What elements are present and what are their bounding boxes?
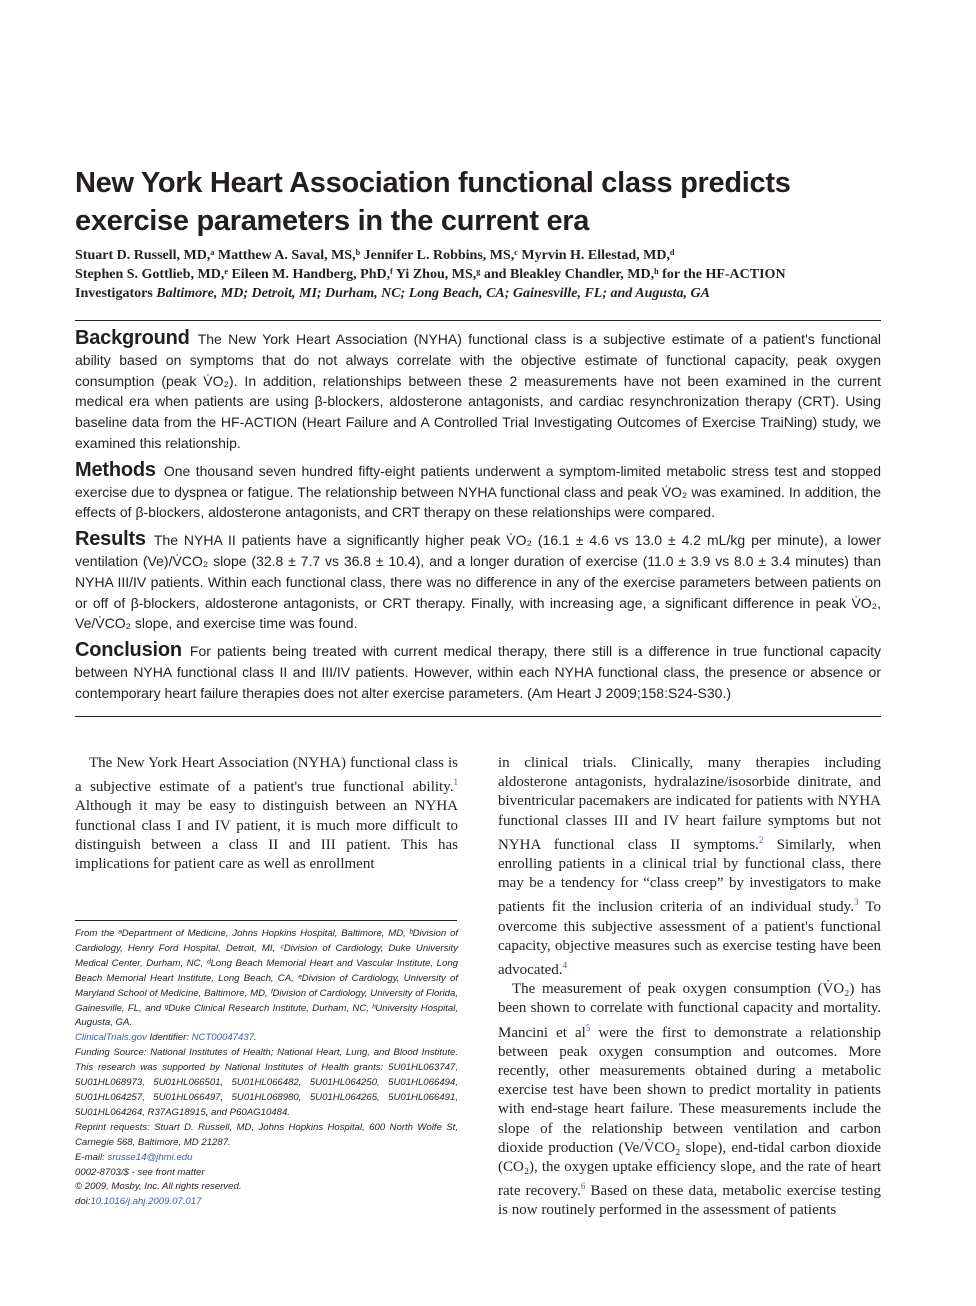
right-text-2b: were the first to demonstrate a relationship between peak oxygen consumption and outcomes. More recently, other measurements obtained during a metabolic exercise test have been shown to predict mortality in patients with end-stage heart failure. These measurements include the slope of the relationship between ventilation and carbon dioxide production (Ve/V̇CO₂ slope), end-tidal carbon dioxide (CO₂), the oxygen uptake efficiency slope, and the rate of heart rate recovery. [498, 1024, 881, 1200]
author-list [75, 246, 885, 303]
trial-end: . [254, 1032, 257, 1044]
trial-label: Identifier: [146, 1032, 192, 1044]
right-text-2c: Based on these data, metabolic exercise testing is now routinely performed in the assessment of patients [498, 1183, 882, 1219]
results-text: The NYHA II patients have a significantly higher peak V̇O₂ (16.1 ± 4.6 vs 13.0 ± 4.2 mL/kg per minute), a lower ventilation (Ve)/V̇CO₂ slope (32.8 ± 7.7 vs 36.8 ± 10.4), and a longer duration of exercise (11.0 ± 3.9 vs 8.0 ± 3.4 minutes) than NYHA III/IV patients. Within each functional class, there was no difference in any of the exercise parameters between patients on or off of β-blockers, aldosterone antagonists, or CRT therapy. Finally, with increasing age, a significant difference in peak V̇O₂, Ve/V̇CO₂ slope, and exercise time was found. [75, 532, 881, 632]
citation-4[interactable]: 4 [562, 960, 568, 971]
funding: Funding Source: National Institutes of Health; National Heart, Lung, and Blood Institute. This research was supported by National Institutes of Health grants: 5U01HL063747, 5U01HL068973, 5U01HL066501, 5U01HL066482, 5U01HL064250, 5U01HL066494, 5U01HL064257, 5U01HL066497, 5U01HL068980, 5U01HL064265, 5U01HL066491, 5U01HL064264, R37AG18915, and P60AG10484. [75, 1047, 458, 1118]
doi-link[interactable]: 10.1016/j.ahj.2009.07.017 [90, 1196, 202, 1208]
abstract-results [75, 529, 881, 634]
citation-5[interactable]: 5 [585, 1022, 591, 1033]
issn: 0002-8703/$ - see front matter [75, 1166, 205, 1178]
conclusion-text: For patients being treated with current medical therapy, there still is a difference in true functional capacity between NYHA functional class II and III/IV patients. However, within each NYHA functional class, the presence or absence or contemporary heart failure therapies does not alter exercise parameters. (Am Heart J 2009;158:S24-S30.) [75, 643, 881, 701]
author-line-3 [75, 284, 885, 303]
email-line [75, 1151, 458, 1166]
abstract-bottom-rule [75, 716, 881, 717]
body-right-column [498, 754, 881, 1221]
methods-heading: Methods [75, 458, 156, 481]
abstract-background [75, 328, 881, 454]
citation-2[interactable]: 2 [758, 834, 764, 845]
doi-line [75, 1195, 458, 1210]
right-paragraph-1 [498, 754, 881, 980]
abstract [75, 328, 881, 710]
right-text-1b: Similarly, when enrolling patients in a clinical trial by functional class, there may be a tendency for “class creep” by investigators to make patients fit the inclusion criteria of an individual study. [498, 836, 881, 916]
footnote-rule [75, 920, 457, 921]
email-label: E-mail: [75, 1151, 108, 1163]
doi-label: doi: [75, 1196, 91, 1208]
abstract-conclusion [75, 640, 881, 703]
background-heading: Background [75, 327, 190, 349]
reprint-requests: Reprint requests: Stuart D. Russell, MD, Johns Hopkins Hospital, 600 North Wolfe St, Carnegie 568, Baltimore, MD 21287. [75, 1121, 458, 1148]
author-line-1: Stuart D. Russell, MD,ᵃ Matthew A. Saval, MS,ᵇ Jennifer L. Robbins, MS,ᶜ Myrvin H. Ellestad, MD,ᵈ [75, 248, 675, 263]
abstract-top-rule [75, 320, 881, 321]
clinicaltrials-link[interactable]: ClinicalTrials.gov [75, 1032, 147, 1044]
trial-registration [75, 1031, 458, 1046]
right-paragraph-2 [498, 980, 881, 1220]
right-text-1c: To overcome this subjective assessment of a patient's functional capacity, objective measures such as exercise testing have been advocated. [498, 899, 881, 979]
author-locations: Baltimore, MD; Detroit, MI; Durham, NC; Long Beach, CA; Gainesville, FL; and Augusta, GA [156, 286, 710, 301]
affiliations: From the ᵃDepartment of Medicine, Johns Hopkins Hospital, Baltimore, MD, ᵇDivision of Cardiology, Henry Ford Hospital, Detroit, MI, ᶜDivision of Cardiology, Duke University Medical Center, Durham, NC, ᵈLong Beach Memorial Heart and Vascular Institute, Long Beach Memorial Heart Institute, Long Beach, CA, ᵉDivision of Cardiology, University of Maryland School of Medicine, Baltimore, MD, ᶠDivision of Cardiology, University of Florida, Gainesville, FL, and ᵍDuke Clinical Research Institute, Durham, NC, ʰUniversity Hospital, Augusta, GA. [75, 928, 458, 1029]
conclusion-heading: Conclusion [75, 639, 182, 662]
author-group: Investigators [75, 286, 153, 301]
intro-paragraph-1 [75, 754, 458, 874]
copyright: © 2009, Mosby, Inc. All rights reserved. [75, 1181, 242, 1193]
citation-6[interactable]: 6 [580, 1181, 586, 1192]
methods-text: One thousand seven hundred fifty-eight patients underwent a symptom-limited metabolic stress test and stopped exercise due to dyspnea or fatigue. The relationship between NYHA functional class and peak V̇O₂ was examined. In addition, the effects of β-blockers, aldosterone antagonists, and CRT therapy on these relationships were compared. [75, 462, 881, 521]
background-text: The New York Heart Association (NYHA) functional class is a subjective estimate of a patient's functional ability based on symptoms that do not always correlate with the objective estimate of functional capacity, peak oxygen consumption (peak V̇O₂). In addition, relationships between these 2 measurements have not been examined in the current medical era when patients are using β-blockers, aldosterone antagonists, and cardiac resynchronization therapy (CRT). Using baseline data from the HF-ACTION (Heart Failure and A Controlled Trial Investigating Outcomes of Exercise TraiNing) study, we examined this relationship. [75, 331, 881, 451]
body-left-column [75, 754, 458, 874]
footnotes [75, 927, 458, 1210]
results-heading: Results [75, 528, 146, 551]
author-line-2: Stephen S. Gottlieb, MD,ᵉ Eileen M. Handberg, PhD,ᶠ Yi Zhou, MS,ᵍ and Bleakley Chandler, MD,ʰ for the HF-ACTION [75, 267, 786, 282]
citation-3[interactable]: 3 [853, 897, 859, 908]
email-link[interactable]: srusse14@jhmi.edu [107, 1151, 193, 1163]
right-text-1a: in clinical trials. Clinically, many therapies including aldosterone antagonists, hydralazine/isosorbide dinitrate, and biventricular pacemakers are indicated for patients with NYHA functional classes III and IV heart failure symptoms but not NYHA functional class II symptoms. [498, 755, 881, 853]
trial-id-link[interactable]: NCT00047437 [191, 1032, 254, 1044]
right-text-2a: The measurement of peak oxygen consumption (V̇O₂) has been shown to correlate with functional capacity and mortality. Mancini et al [498, 981, 881, 1041]
article-title: New York Heart Association functional class predicts exercise parameters in the current era [75, 167, 791, 237]
intro-text-b: Although it may be easy to distinguish between an NYHA functional class I and IV patient, it is much more difficult to distinguish between a class II and III patient. This has implications for patient care as well as enrollment [75, 798, 458, 873]
citation-1[interactable]: 1 [453, 777, 458, 788]
abstract-methods [75, 460, 881, 523]
intro-text-a: The New York Heart Association (NYHA) functional class is a subjective estimate of a patient's true functional ability. [75, 755, 458, 796]
